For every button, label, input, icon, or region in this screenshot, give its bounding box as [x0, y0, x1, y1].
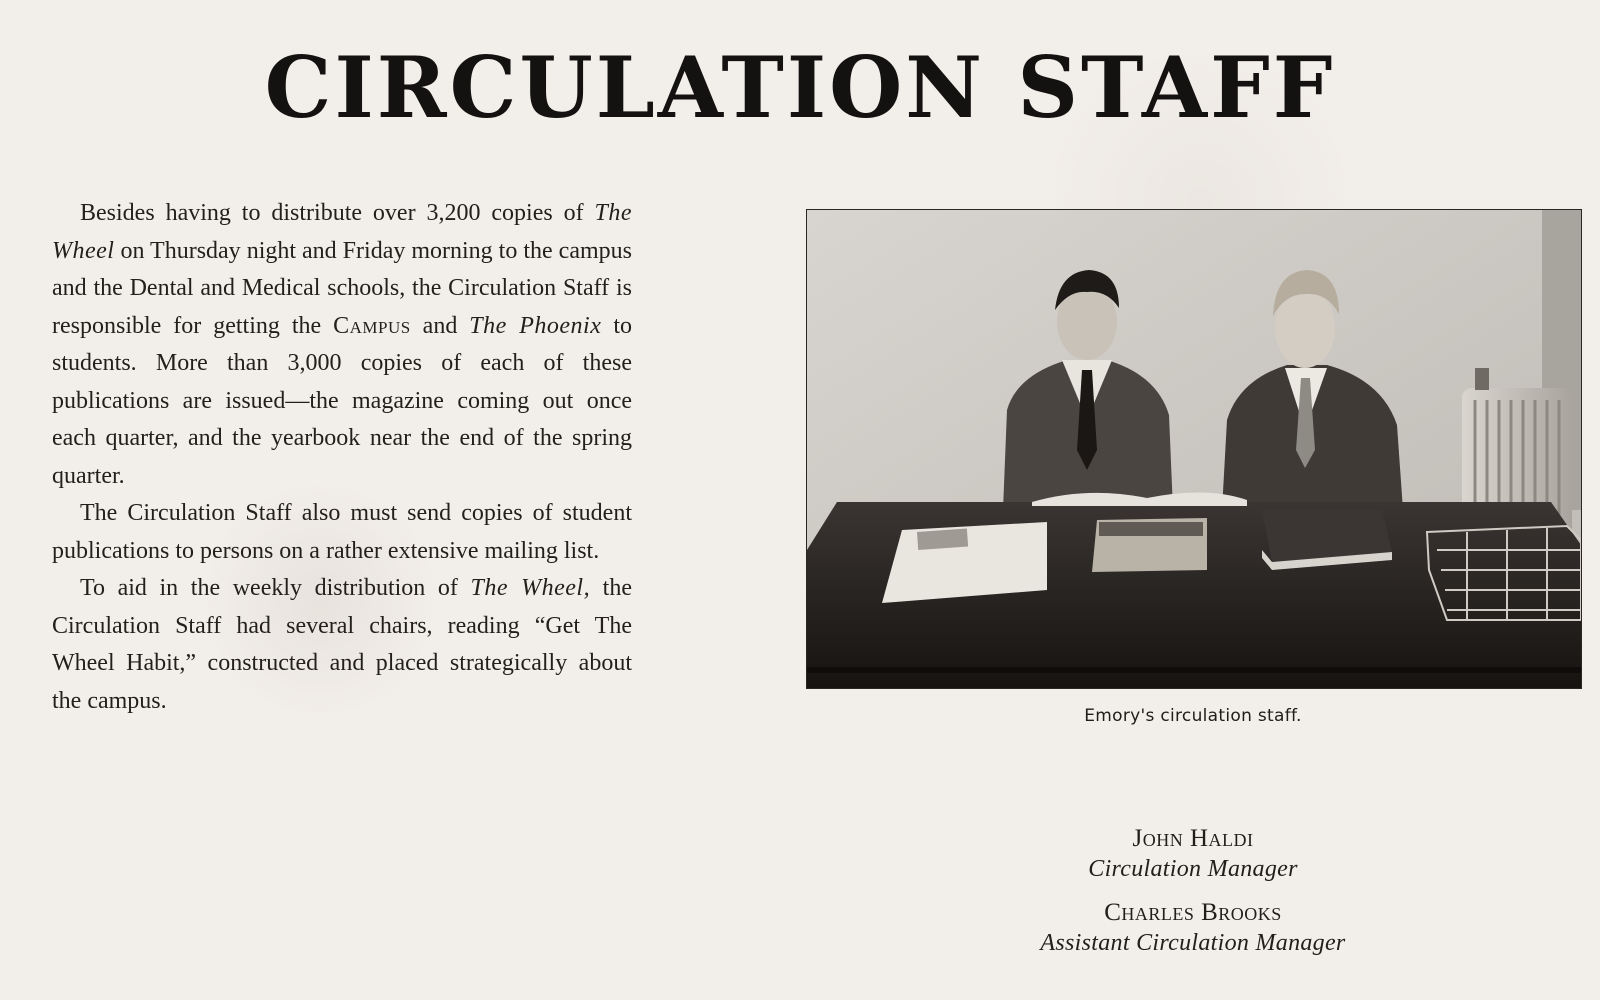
p1-italic-the-wheel: The Wheel — [52, 200, 632, 264]
p3-text-2: the Circulation Staff had several chairs, reading “Get The Wheel Habit,” constructed and placed strategically about the campus. — [52, 575, 633, 714]
staff-role: Circulation Manager — [1088, 856, 1298, 882]
p3-text-1: To aid in the weekly distribution of — [80, 575, 471, 601]
p1-text-1: Besides having to distribute over 3,200 copies of — [80, 200, 595, 226]
article-body — [52, 195, 632, 720]
staff-name: Charles Brooks — [1104, 899, 1282, 926]
page-title: CIRCULATION STAFF — [264, 38, 1336, 137]
staff-entry — [806, 898, 1580, 958]
p3-italic-the-wheel: The Wheel, — [470, 575, 591, 601]
staff-role: Assistant Circulation Manager — [1040, 930, 1346, 956]
staff-photo — [806, 209, 1582, 689]
staff-photo-illustration — [807, 210, 1581, 688]
p1-italic-the-phoenix: The Phoenix — [469, 312, 602, 339]
p1-text-3: and — [410, 312, 470, 339]
paragraph-3 — [52, 570, 632, 720]
p1-text-2: on Thursday night and Friday morning to the campus and the Dental and Medical schools, the Circulation Staff is responsible for getting the — [52, 237, 632, 339]
paragraph-2: The Circulation Staff also must send copies of student publications to persons on a rather extensive mailing list. — [52, 500, 632, 564]
photo-caption: Emory's circulation staff. — [1084, 706, 1302, 726]
p1-smallcaps-campus: Campus — [333, 312, 411, 339]
p1-text-4: to students. More than 3,000 copies of each of these publications are issued—the magazine coming out once each quarter, and the yearbook near the end of the spring quarter. — [52, 312, 632, 489]
staff-entry — [806, 824, 1580, 884]
staff-name: John Haldi — [1132, 825, 1254, 852]
paragraph-1 — [52, 195, 632, 495]
